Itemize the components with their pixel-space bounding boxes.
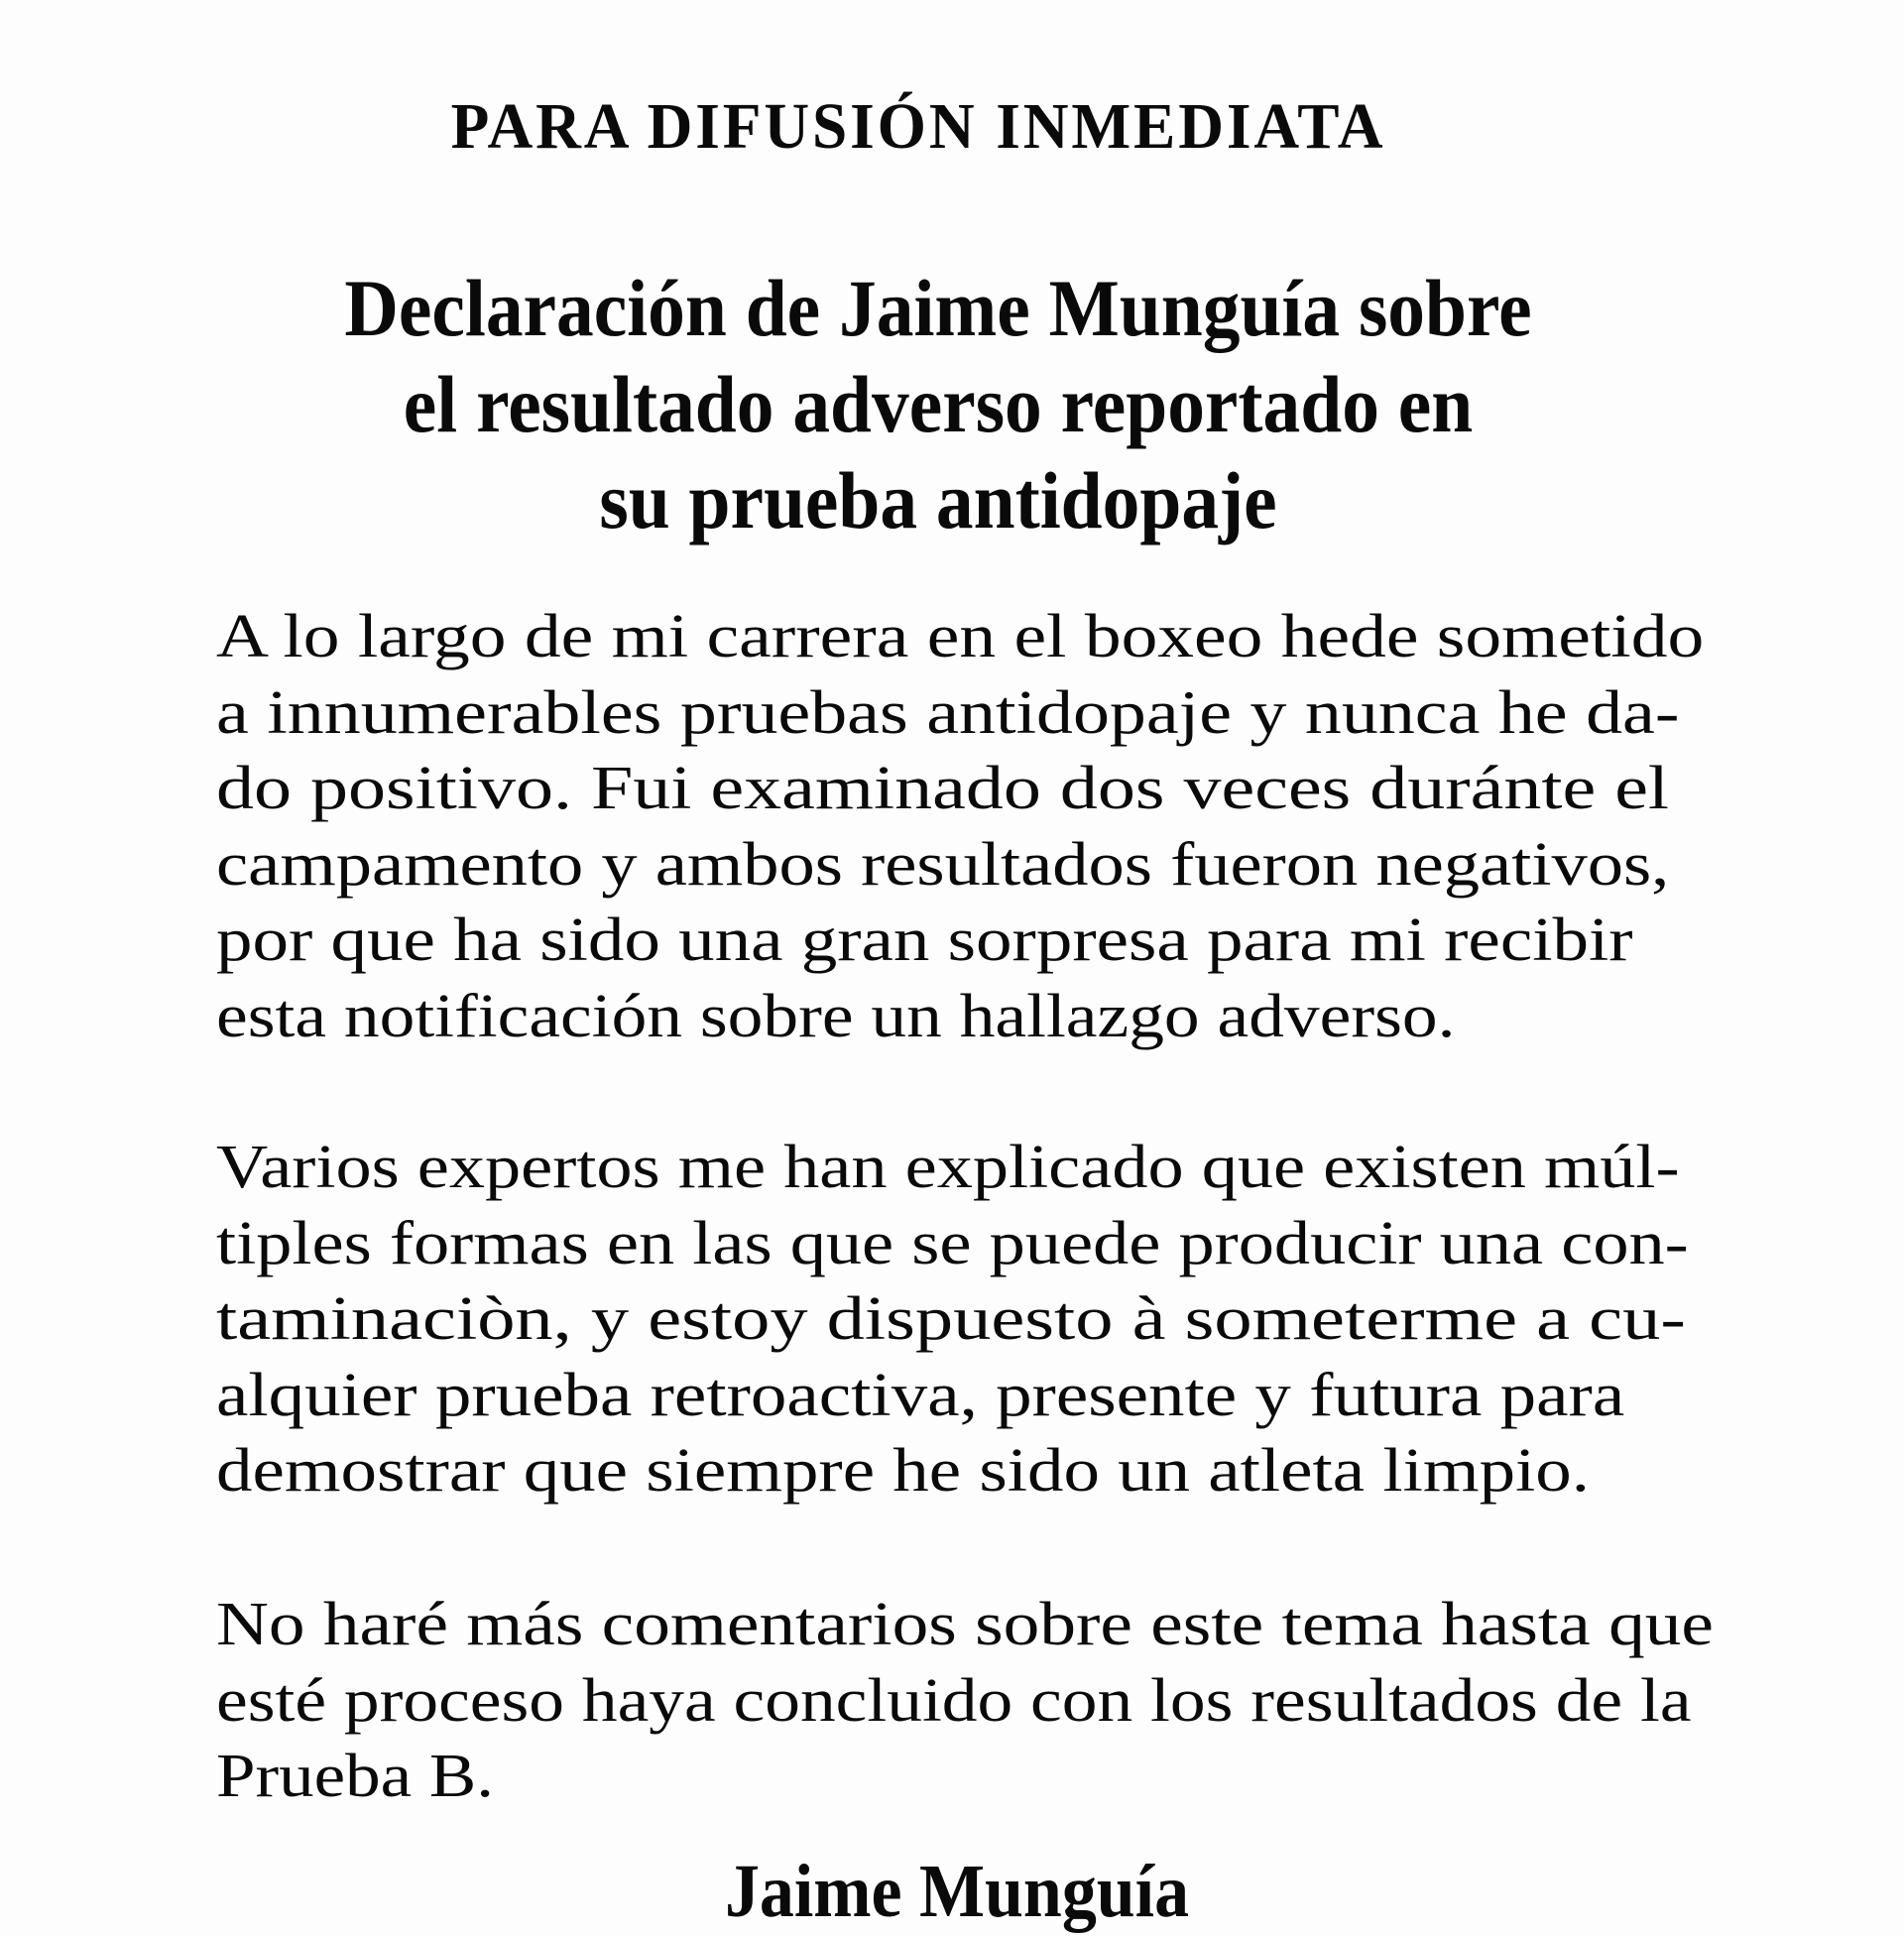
release-header: PARA DIFUSIÓN INMEDIATA xyxy=(450,90,1386,163)
paragraph-line: do positivo. Fui examinado dos veces duránte el xyxy=(216,755,1670,823)
paragraph-line: tiples formas en las que se puede producir una con- xyxy=(216,1209,1689,1277)
paragraph-line: demostrar que siempre he sido un atleta limpio. xyxy=(216,1437,1590,1506)
paragraph-line: alquier prueba retroactiva, presente y futura para xyxy=(216,1361,1625,1429)
paragraph-line: A lo largo de mi carrera en el boxeo hede sometido xyxy=(216,603,1705,670)
paragraph-line: Prueba B. xyxy=(216,1743,494,1811)
title-line: el resultado adverso reportado en xyxy=(403,359,1474,449)
paragraph-line: No haré más comentarios sobre este tema hasta que xyxy=(216,1591,1714,1658)
signature: Jaime Munguía xyxy=(724,1850,1190,1933)
paragraph-line: taminaciòn, y estoy dispuesto à someterme a cu- xyxy=(216,1285,1686,1354)
statement-title xyxy=(75,260,1802,548)
paragraph-line: campamento y ambos resultados fueron negativos, xyxy=(216,830,1670,899)
title-line: Declaración de Jaime Munguía sobre xyxy=(344,263,1532,353)
paragraph-line: Varios expertos me han explicado que existen múl- xyxy=(216,1134,1680,1201)
paragraph-3 xyxy=(216,1587,1724,1815)
paragraph-2 xyxy=(216,1130,1724,1510)
paragraph-line: por que ha sido una gran sorpresa para mi recibir xyxy=(216,907,1633,975)
paragraph-1 xyxy=(216,599,1724,1055)
paragraph-line: esta notificación sobre un hallazgo adverso. xyxy=(216,982,1456,1050)
paragraph-line: a innumerables pruebas antidopaje y nunca he da- xyxy=(216,678,1680,747)
paragraph-line: esté proceso haya concluido con los resultados de la xyxy=(216,1666,1692,1735)
title-line: su prueba antidopaje xyxy=(599,455,1277,545)
